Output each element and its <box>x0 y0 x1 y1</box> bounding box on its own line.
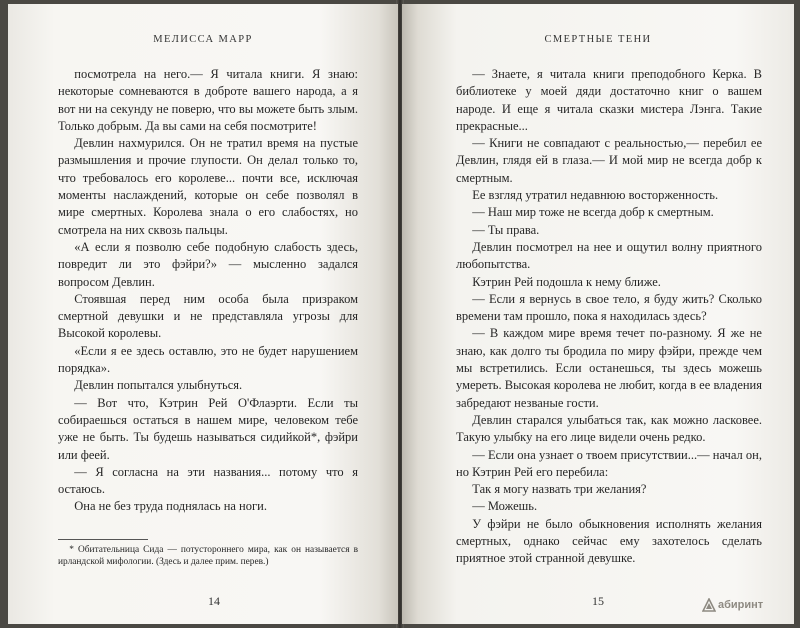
paragraph: У фэйри не было обыкновения исполнять желания смертных, однако сейчас ему захотелось сделать приятное этой странной девушке. <box>456 516 762 566</box>
paragraph: Она не без труда поднялась на ноги. <box>74 499 267 514</box>
paragraph: — Ты права. <box>472 222 540 237</box>
page-number-left: 14 <box>208 594 220 608</box>
paragraph: Так я могу назвать три желания? <box>472 482 647 497</box>
paragraph: — Можешь. <box>472 499 538 514</box>
logo-text: абиринт <box>718 599 764 611</box>
paragraph: Стоявшая перед ним особа была призраком смертной девушки и не представляла угрозы для Высокой королевы. <box>58 291 358 341</box>
right-page-text <box>456 66 762 568</box>
paragraph: — Книги не совпадают с реальностью,— перебил ее Девлин, глядя ей в глаза.— И мой мир не всегда добр к смертным. <box>456 136 762 185</box>
paragraph: Ее взгляд утратил недавнюю восторженность. <box>472 188 719 203</box>
paragraph: Девлин нахмурился. Он не тратил время на пустые размышления и прочие глупости. Он делал только то, что требовалось его королеве... почти все, исключая моменты наслаждений, которые он себе позволял в мире смертных. Королева знала о его слабостях, но смотрела на них сквозь пальцы. <box>58 136 358 237</box>
labirint-watermark <box>702 598 763 612</box>
paragraph: — Вот что, Кэтрин Рей О'Флаэрти. Если ты собираешься остаться в нашем мире, человеком тебе уже не быть. Ты будешь называться сидийкой*, фэйри или феей. <box>58 395 358 462</box>
paragraph: «А если я позволю себе подобную слабость здесь, повредит ли это фэйри?» — мысленно задался вопросом Девлин. <box>58 239 358 289</box>
paragraph: — Знаете, я читала книги преподобного Керка. В библиотеке у моей дяди достаточно книг о вашем народе. И еще я читала сказки мистера Лэнга. Такие прекрасные... <box>456 67 762 133</box>
paragraph: «Если я ее здесь оставлю, это не будет нарушением порядка». <box>58 343 358 376</box>
left-running-head: МЕЛИССА МАРР <box>153 34 253 45</box>
paragraph: — Если она узнает о твоем присутствии...— начал он, но Кэтрин Рей его перебила: <box>456 447 762 479</box>
paragraph: Кэтрин Рей подошла к нему ближе. <box>472 274 661 289</box>
right-running-head: СМЕРТНЫЕ ТЕНИ <box>544 34 652 45</box>
paragraph: Девлин старался улыбаться так, как можно ласковее. Такую улыбку на его лице видели очень редко. <box>456 412 762 445</box>
paragraph: — Я согласна на эти названия... потому что я остаюсь. <box>58 464 358 497</box>
paragraph: — Наш мир тоже не всегда добр к смертным. <box>472 205 714 220</box>
paragraph: посмотрела на него.— Я читала книги. Я знаю: некоторые сомневаются в доброте вашего народа, а я вот ни на секунду не поверю, что вы можете быть злым. Только добрым. Да вы сами на себя посмотрите! <box>58 67 358 133</box>
paragraph: — В каждом мире время течет по-разному. Я же не знаю, как долго ты бродила по миру фэйри, прежде чем мы встретились. Если останешься, ты здесь можешь умереть. Высокая королева не любит, когда в ее владения забредают незваные гости. <box>456 326 762 410</box>
labirint-logo-icon <box>702 598 716 612</box>
footnote: * Обитательница Сида — потустороннего мира, как он называется в ирландской мифологии. (Здесь и далее прим. перев.) <box>58 545 358 567</box>
left-page-text <box>58 66 358 516</box>
paragraph: Девлин попытался улыбнуться. <box>74 378 243 393</box>
left-page <box>8 4 398 624</box>
footnote-divider <box>58 539 148 540</box>
right-page <box>402 4 794 624</box>
paragraph: — Если я вернусь в свое тело, я буду жить? Сколько времени там прошло, пока я находилась здесь? <box>456 291 762 324</box>
page-number-right: 15 <box>592 594 604 608</box>
paragraph: Девлин посмотрел на нее и ощутил волну приятного любопытства. <box>456 239 762 272</box>
